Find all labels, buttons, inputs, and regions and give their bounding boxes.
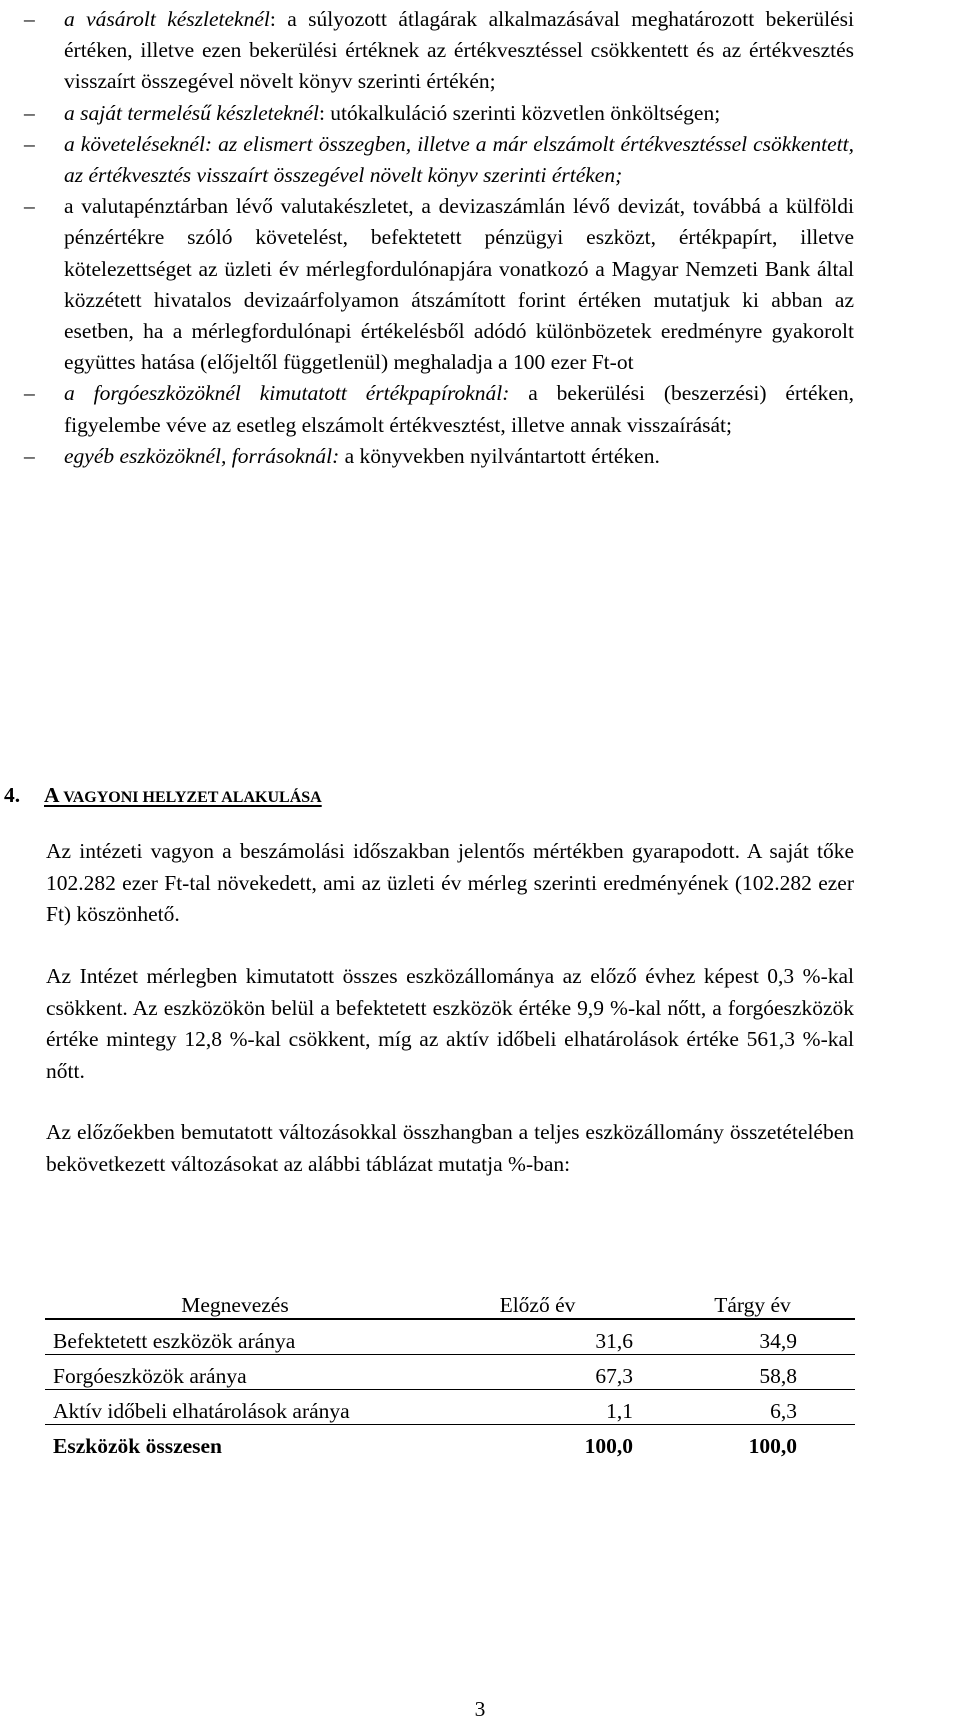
current-year-value: 34,9: [650, 1319, 855, 1355]
table-row: [45, 1390, 855, 1425]
bullet-dash: –: [24, 194, 35, 219]
section-title: [44, 783, 322, 808]
bullet-dash: –: [24, 131, 35, 156]
bullet-item: [0, 4, 960, 98]
bullet-dash: –: [24, 443, 35, 468]
table-total-row: [45, 1425, 855, 1460]
current-year-value: 58,8: [650, 1355, 855, 1390]
row-label: Aktív időbeli elhatárolások aránya: [45, 1390, 425, 1425]
bullet-dash: –: [24, 100, 35, 125]
bullet-item: [0, 98, 960, 129]
bullet-text: : a súlyozott átlagárak alkalmazásával meghatározott bekerülési értéken, illetve ezen bekerülési értéknek az értékvesztéssel csökkentett és az értékvesztés visszaírt összegével növelt könyv szerinti értékén;: [64, 7, 854, 94]
paragraph-equity-growth: Az intézeti vagyon a beszámolási időszakban jelentős mértékben gyarapodott. A saját tőke 102.282 ezer Ft-tal növekedett, ami az üzleti év mérleg szerinti eredményének (102.282 ezer Ft) köszönhető.: [46, 839, 854, 926]
table-header-row: [45, 1282, 855, 1319]
table-row: [45, 1319, 855, 1355]
bullet-heading: a követeléseknél:: [64, 131, 213, 156]
section-number: 4.: [4, 783, 21, 807]
bullet-item: [0, 191, 960, 378]
paragraph-asset-change: Az Intézet mérlegben kimutatott összes eszközállománya az előző évhez képest 0,3 %-kal csökkent. Az eszközökön belül a befektetett eszközök értéke 9,9 %-kal nőtt, a forgóeszközök értéke mintegy 12,8 %-kal csökkent, míg az aktív időbeli elhatárolások értéke 561,3 %-kal nőtt.: [46, 964, 854, 1083]
bullet-text: a valutapénztárban lévő valutakészletet, a devizaszámlán lévő devizát, továbbá a külföldi pénzértékre szóló követelést, befektetett pénzügyi eszközt, értékpapírt, illetve kötelezettséget az üzleti év mérlegfordulónapjára vonatkozó a Magyar Nemzeti Bank által közzétett hivatalos devizaárfolyamon átszámított forint értéken mutatjuk ki abban az esetben, ha a mérlegfordulónapi értékelésből adódó különbözetek eredményre gyakorolt együttes hatása (előjeltől függetlenül) meghaladja a 100 ezer Ft-ot: [64, 194, 854, 375]
bullet-heading: egyéb eszközöknél, forrásoknál:: [64, 443, 340, 468]
bullet-dash: –: [24, 7, 35, 31]
section-title-rest: VAGYONI HELYZET ALAKULÁSA: [59, 789, 322, 806]
bullet-text: : utókalkuláció szerinti közvetlen önköltségen;: [318, 100, 721, 125]
current-year-value: 100,0: [748, 1434, 797, 1458]
paragraph-table-intro: Az előzőekben bemutatott változásokkal összhangban a teljes eszközállomány összetételében bekövetkezett változásokat az alábbi táblázat mutatja %-ban:: [46, 1120, 854, 1176]
section-title-initial: A: [44, 783, 60, 807]
page-number: 3: [474, 1697, 486, 1721]
column-header-name: Megnevezés: [45, 1282, 425, 1319]
bullet-dash: –: [24, 381, 35, 406]
column-header-previous-year: Előző év: [425, 1282, 650, 1319]
bullet-heading: a forgóeszközöknél kimutatott értékpapíroknál:: [64, 381, 510, 406]
bullet-heading: a saját termelésű készleteknél: [64, 100, 319, 125]
bullet-text: az elismert összegben, illetve a már elszámolt értékvesztéssel csökkentett, az értékvesztés visszaírt összegével növelt könyv szerinti értéken;: [64, 131, 855, 188]
previous-year-value: 31,6: [425, 1319, 650, 1355]
bullet-heading: a vásárolt készleteknél: [64, 7, 270, 31]
asset-composition-table: [45, 1282, 855, 1459]
column-header-current-year: Tárgy év: [650, 1282, 855, 1319]
previous-year-value: 100,0: [584, 1434, 633, 1458]
bullet-item: [0, 129, 960, 191]
current-year-value: 6,3: [650, 1390, 855, 1425]
valuation-bullet-list: [0, 4, 960, 472]
table-row: [45, 1355, 855, 1390]
bullet-item: [0, 378, 960, 440]
previous-year-value: 67,3: [425, 1355, 650, 1390]
bullet-item: [0, 441, 960, 472]
row-label: Eszközök összesen: [53, 1434, 223, 1458]
bullet-text: a könyvekben nyilvántartott értéken.: [339, 443, 660, 468]
row-label: Forgóeszközök aránya: [45, 1355, 425, 1390]
bullet-text: a bekerülési (beszerzési) értéken, figyelembe véve az esetleg elszámolt értékvesztést, illetve annak visszaírását;: [64, 381, 854, 437]
previous-year-value: 1,1: [425, 1390, 650, 1425]
row-label: Befektetett eszközök aránya: [45, 1319, 425, 1355]
